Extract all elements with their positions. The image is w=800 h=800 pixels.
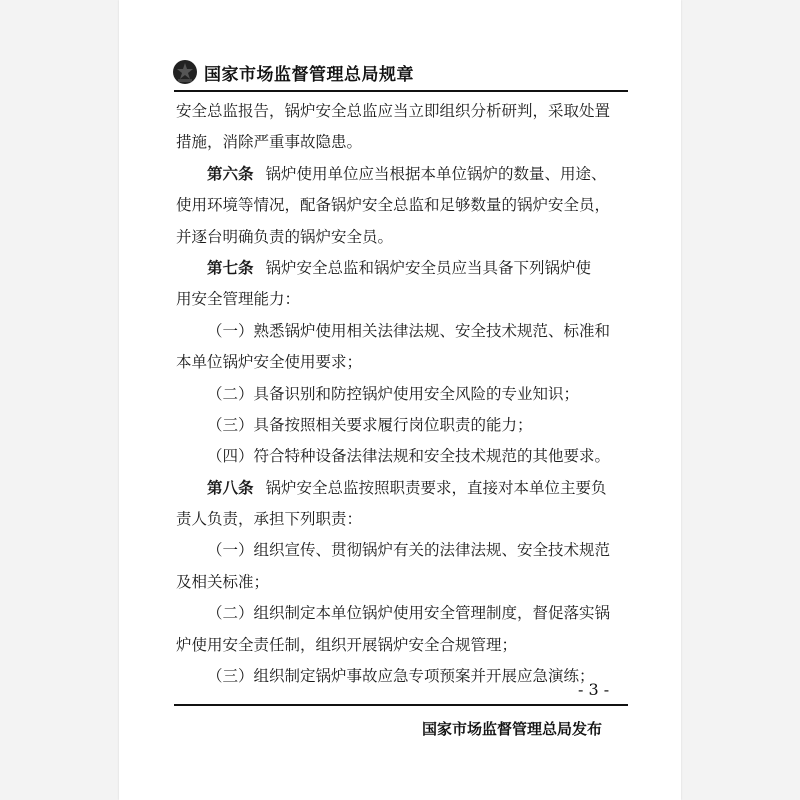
article-seven-line bbox=[176, 253, 628, 284]
document-body bbox=[176, 96, 628, 692]
text-line: 措施，消除严重事故隐患。 bbox=[176, 133, 363, 152]
national-emblem-icon bbox=[172, 59, 198, 85]
text-line: 锅炉使用单位应当根据本单位锅炉的数量、用途、 bbox=[265, 164, 607, 183]
text-line: 用安全管理能力： bbox=[176, 290, 301, 309]
text-line: 本单位锅炉安全使用要求； bbox=[176, 353, 363, 372]
text-line: （一）组织宣传、贯彻锅炉有关的法律法规、安全技术规范 bbox=[207, 541, 611, 560]
footer-rule bbox=[174, 704, 628, 706]
page-number: - 3 - bbox=[578, 680, 610, 699]
header-title: 国家市场监督管理总局规章 bbox=[204, 64, 414, 85]
text-line: （四）符合特种设备法律法规和安全技术规范的其他要求。 bbox=[207, 447, 611, 466]
text-line: 责人负责，承担下列职责： bbox=[176, 510, 363, 529]
article-heading: 第六条 bbox=[207, 164, 254, 183]
text-line: （二）具备识别和防控锅炉使用安全风险的专业知识； bbox=[207, 384, 580, 403]
article-heading: 第八条 bbox=[207, 478, 254, 497]
text-line: （一）熟悉锅炉使用相关法律法规、安全技术规范、标准和 bbox=[207, 321, 611, 340]
article-six-line bbox=[176, 159, 628, 190]
document-header bbox=[172, 56, 414, 88]
text-line: 锅炉安全总监和锅炉安全员应当具备下列锅炉使 bbox=[265, 258, 592, 277]
text-line: （二）组织制定本单位锅炉使用安全管理制度，督促落实锅 bbox=[207, 604, 611, 623]
text-line: 安全总监报告，锅炉安全总监应当立即组织分析研判，采取处置 bbox=[176, 102, 611, 120]
article-eight-line bbox=[176, 473, 628, 504]
footer-publisher: 国家市场监督管理总局发布 bbox=[422, 720, 603, 738]
text-line: 及相关标准； bbox=[176, 572, 270, 591]
text-line: 并逐台明确负责的锅炉安全员。 bbox=[176, 227, 394, 246]
header-rule bbox=[174, 90, 628, 92]
text-line: 锅炉安全总监按照职责要求，直接对本单位主要负 bbox=[265, 478, 607, 497]
text-line: （三）具备按照相关要求履行岗位职责的能力； bbox=[207, 415, 533, 434]
text-line: （三）组织制定锅炉事故应急专项预案并开展应急演练； bbox=[207, 667, 595, 686]
article-heading: 第七条 bbox=[207, 258, 254, 277]
text-line: 使用环境等情况，配备锅炉安全总监和足够数量的锅炉安全员， bbox=[176, 196, 611, 215]
text-line: 炉使用安全责任制，组织开展锅炉安全合规管理； bbox=[176, 635, 518, 654]
